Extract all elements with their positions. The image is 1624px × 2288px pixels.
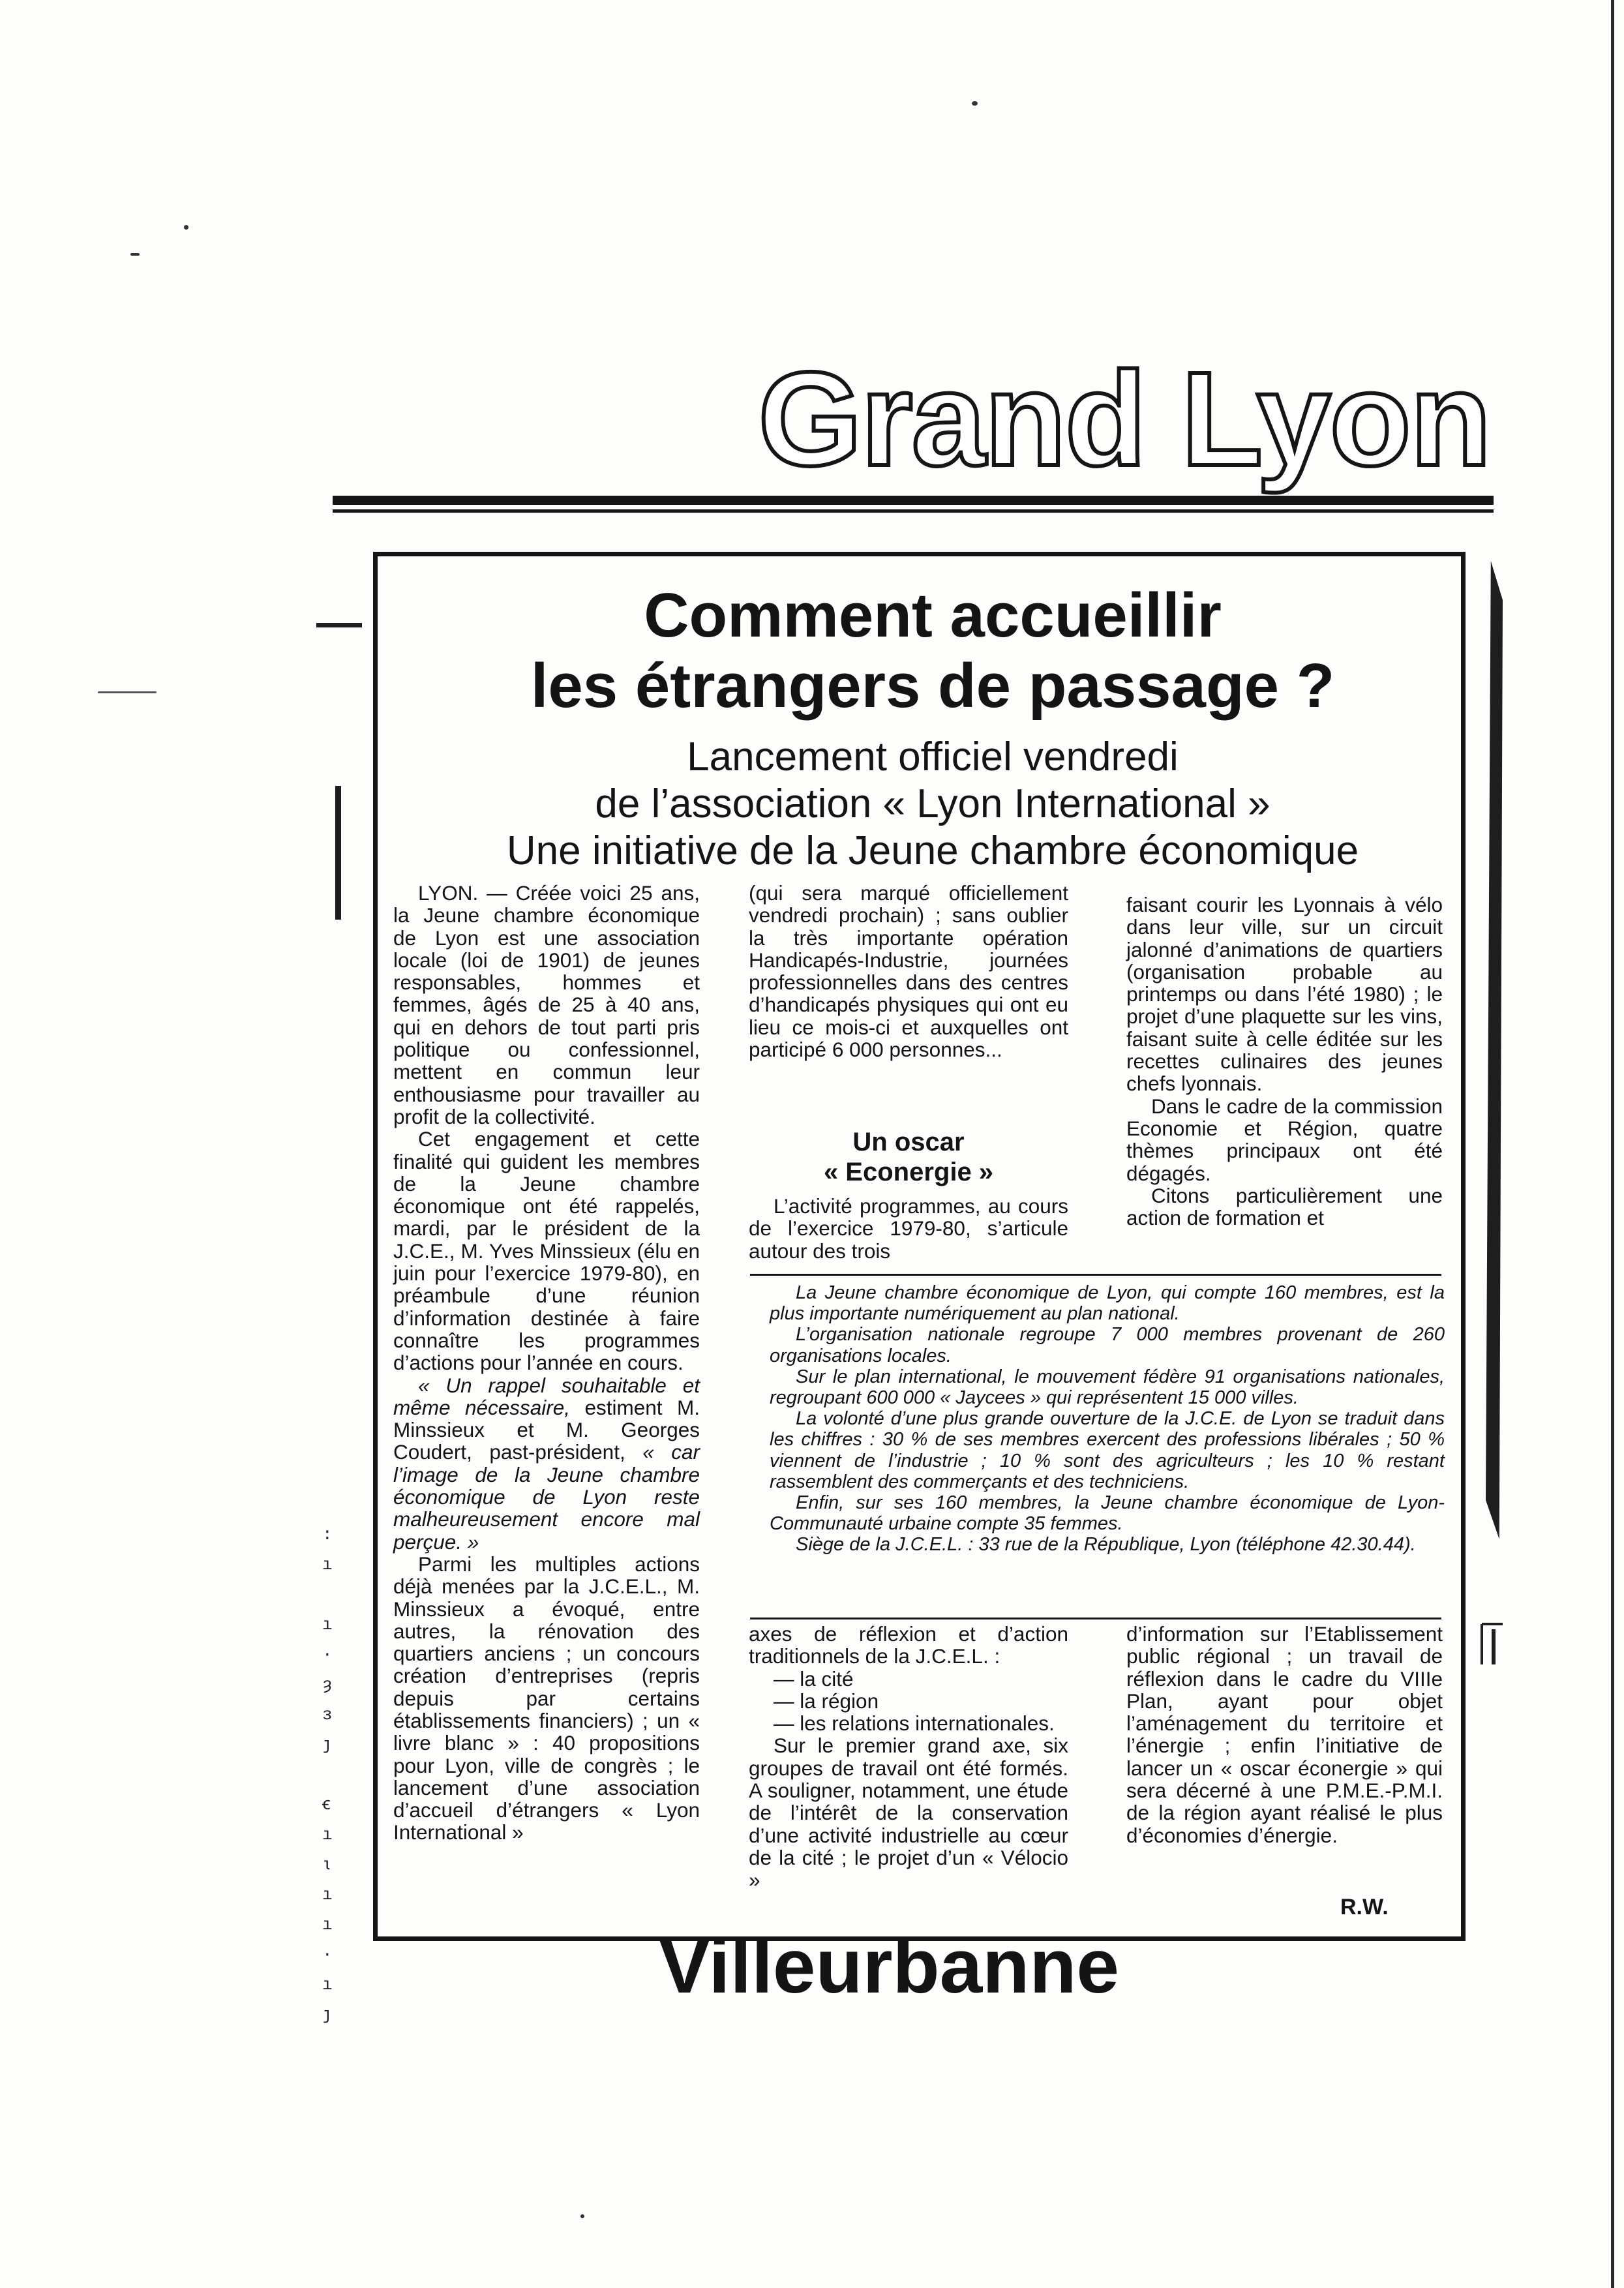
headline-line: Comment accueillir xyxy=(644,580,1222,650)
quote: « car l’image de la Jeune chambre économique de Lyon reste malheureusement encore mal perçue. » xyxy=(393,1440,700,1554)
paragraph: Citons particulièrement une action de formation et xyxy=(1126,1183,1443,1230)
article-column-3-lower xyxy=(1126,1623,1443,1846)
list-item: — la région xyxy=(774,1689,879,1713)
page-edge xyxy=(1611,0,1614,2288)
column-subheading xyxy=(749,1127,1068,1187)
margin-dash-left xyxy=(316,623,362,627)
paragraph: L’activité programmes, au cours de l’exercice 1979-80, s’articule autour des trois xyxy=(749,1194,1068,1263)
subhead-line: Lancement officiel vendredi xyxy=(687,734,1179,779)
article-column-2-lower xyxy=(749,1623,1068,1891)
headline-line: les étrangers de passage ? xyxy=(530,651,1335,721)
paragraph: d’information sur l’Etablissement public régional ; un travail de réflexion dans le cadre du VIIIe Plan, ayant pour objet l’aménagement du territoire et l’énergie ; enfin l’initiative de lancer un « oscar éconergie » qui sera décerné à une P.M.E.-P.M.I. de la région ayant réalisé le plus d’économies d’énergie. xyxy=(1126,1622,1443,1847)
note-paragraph: Siège de la J.C.E.L. : 33 rue de la République, Lyon (téléphone 42.30.44). xyxy=(796,1534,1416,1556)
paragraph: Cet engagement et cette finalité qui guident les membres de la Jeune chambre économique ont été rappelés, mardi, par le président de la J.C.E., M. Yves Minssieux (élu en juin pour l’exercice 1979-80), en préambule d’une réunion d’information destinée à faire connaître les programmes d’actions pour l’année en cours. xyxy=(393,1127,700,1375)
scan-speck xyxy=(972,101,978,106)
margin-tab-right xyxy=(1479,1618,1505,1670)
margin-scan-marks: : ı ı · ȝ з ȷ ꞓ ı ɩ ı ı · ı ȷ xyxy=(322,1525,333,2025)
subhead-line: de l’association « Lyon International » xyxy=(595,781,1271,826)
next-section-title-text: Villeurbanne xyxy=(659,1923,1120,2010)
paragraph: (qui sera marqué officiellement vendredi prochain) ; sans oublier la très importante opération Handicapés-Industrie, journées professionnelles dans des centres d’handicapés physiques qui ont eu lieu ce mois-ci et auxquelles ont participé 6 000 personnes... xyxy=(749,881,1068,1062)
note-paragraph: Enfin, sur ses 160 membres, la Jeune chambre économique de Lyon-Communauté urbaine compte 35 femmes. xyxy=(770,1492,1445,1535)
paragraph: faisant courir les Lyonnais à vélo dans leur ville, sur un circuit jalonné d’animations de quartiers (organisation probable au printemps ou dans l’été 1980) ; le projet d’une plaquette sur les vins, faisant suite à celle éditée sur les recettes culinaires des jeunes chefs lyonnais. xyxy=(1126,893,1443,1096)
list-item: — la cité xyxy=(774,1666,854,1691)
margin-bar-right xyxy=(1486,561,1503,1539)
subheading-line: « Econergie » xyxy=(823,1158,994,1186)
paragraph: axes de réflexion et d’action traditionnels de la J.C.E.L. : xyxy=(749,1622,1068,1668)
scan-speck xyxy=(130,253,140,256)
section-title: Grand Lyon xyxy=(758,344,1490,494)
quote: « Un rappel souhaitable et même nécessaire, xyxy=(393,1373,700,1419)
author-signature: R.W. xyxy=(1340,1895,1389,1919)
article-column-1 xyxy=(393,882,700,1844)
note-paragraph: La Jeune chambre économique de Lyon, qui compte 160 membres, est la plus importante numériquement au plan national. xyxy=(770,1282,1445,1325)
info-note xyxy=(770,1282,1445,1556)
header-rule xyxy=(333,496,1494,505)
scan-speck xyxy=(580,2214,584,2218)
list-item: — les relations internationales. xyxy=(774,1711,1055,1736)
scan-speck xyxy=(184,225,188,230)
article-headline xyxy=(404,580,1461,721)
paragraph: Dans le cadre de la commission Economie et Région, quatre thèmes principaux ont été dégagés. xyxy=(1126,1094,1443,1185)
article-subhead xyxy=(404,734,1461,875)
note-rule xyxy=(750,1274,1441,1276)
article-column-2 xyxy=(749,882,1068,1061)
paragraph-quote xyxy=(393,1374,700,1553)
quote-attribution: estiment M. Minssieux et M. Georges Coudert, past-président, xyxy=(393,1395,700,1464)
header-rule-thin xyxy=(333,509,1494,513)
note-paragraph: L’organisation nationale regroupe 7 000 membres provenant de 260 organisations locales. xyxy=(770,1324,1445,1366)
paragraph: LYON. — Créée voici 25 ans, la Jeune chambre économique de Lyon est une association locale (loi de 1901) de jeunes responsables, hommes et femmes, âgés de 25 à 40 ans, qui en dehors de tout parti pris politique ou confessionnel, mettent en commun leur enthousiasme pour travailler au profit de la collectivité. xyxy=(393,881,700,1128)
article-column-2-cont xyxy=(749,1195,1068,1262)
next-section-title xyxy=(659,1923,1120,2010)
note-paragraph: Sur le plan international, le mouvement fédère 91 organisations nationales, regroupant 600 000 « Jaycees » qui représentent 15 000 villes. xyxy=(770,1366,1445,1409)
scan-speck xyxy=(98,691,157,693)
note-paragraph: La volonté d’une plus grande ouverture de la J.C.E. de Lyon se traduit dans les chiffres : 30 % de ses membres exercent des professions libérales ; 50 % viennent de l’industrie ; 10 % sont des agriculteurs ; les 10 % restant rassemblent des commerçants et des techniciens. xyxy=(770,1408,1445,1492)
subheading-line: Un oscar xyxy=(852,1128,965,1156)
note-rule xyxy=(750,1618,1441,1619)
paragraph: Sur le premier grand axe, six groupes de travail ont été formés. A souligner, notamment, une étude de l’intérêt de la conservation d’une activité industrielle au cœur de la cité ; le projet d’un « Vélocio » xyxy=(749,1734,1068,1892)
paragraph: Parmi les multiples actions déjà menées par la J.C.E.L., M. Minssieux a évoqué, entre autres, la rénovation des quartiers anciens ; un concours création d’entreprises (repris depuis par certains établissements financiers) ; un « livre blanc » : 40 propositions pour Lyon, ville de congrès ; le lancement d’une association d’accueil d’étrangers « Lyon International » xyxy=(393,1552,700,1844)
margin-bar-left xyxy=(335,786,341,920)
subhead-line: Une initiative de la Jeune chambre économique xyxy=(506,828,1359,873)
article-column-3 xyxy=(1126,894,1443,1229)
